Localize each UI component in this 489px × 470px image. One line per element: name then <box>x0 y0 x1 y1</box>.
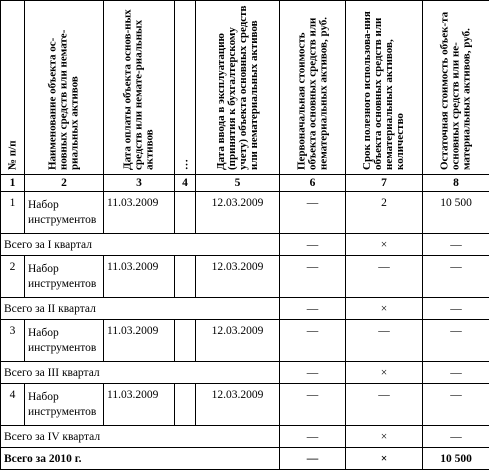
column-number: 1 <box>1 175 25 192</box>
residual-value: — <box>423 256 489 298</box>
residual-value: — <box>423 320 489 362</box>
column-number: 7 <box>346 175 423 192</box>
column-number: 5 <box>196 175 280 192</box>
total-residual: — <box>423 298 489 320</box>
column-number: 8 <box>423 175 489 192</box>
total-residual: — <box>423 362 489 384</box>
payment-date: 11.03.2009 <box>104 320 175 362</box>
quarter-total-row <box>1 234 489 256</box>
header-col-8: Остаточная стоимость объек-та основных средств или не-материальных активов, руб. <box>423 1 489 175</box>
table-row <box>1 320 489 362</box>
total-cost: — <box>280 362 346 384</box>
header-col-2: Наименование объекта ос-новных средств или немате-риальных активов <box>25 1 104 175</box>
col4-cell <box>175 192 196 234</box>
total-residual: — <box>423 234 489 256</box>
header-col-1: № п/п <box>1 1 25 175</box>
column-number: 6 <box>280 175 346 192</box>
residual-value: — <box>423 384 489 426</box>
quarter-total-row <box>1 426 489 448</box>
useful-life: — <box>346 384 423 426</box>
commission-date: 12.03.2009 <box>196 320 280 362</box>
year-total-label: Всего за 2010 г. <box>1 448 280 470</box>
commission-date: 12.03.2009 <box>196 192 280 234</box>
useful-life: 2 <box>346 192 423 234</box>
year-total-term: × <box>346 448 423 470</box>
column-number: 2 <box>25 175 104 192</box>
col4-cell <box>175 384 196 426</box>
column-numbers-row <box>1 175 489 192</box>
year-total-row <box>1 448 489 470</box>
total-cost: — <box>280 426 346 448</box>
row-number: 4 <box>1 384 25 426</box>
total-label: Всего за IV квартал <box>1 426 280 448</box>
header-col-3: Дата оплаты объекта основ-ных средств или немате-риальных активов <box>104 1 175 175</box>
residual-value: 10 500 <box>423 192 489 234</box>
payment-date: 11.03.2009 <box>104 192 175 234</box>
row-number: 2 <box>1 256 25 298</box>
asset-name: Набор инструментов <box>25 256 104 298</box>
total-term: × <box>346 298 423 320</box>
useful-life: — <box>346 256 423 298</box>
col4-cell <box>175 256 196 298</box>
quarter-total-row <box>1 362 489 384</box>
commission-date: 12.03.2009 <box>196 256 280 298</box>
total-term: × <box>346 362 423 384</box>
column-number: 3 <box>104 175 175 192</box>
header-col-6: Первоначальная стоимость объекта основных средств или нематериальных активов, руб. <box>280 1 346 175</box>
total-label: Всего за III квартал <box>1 362 280 384</box>
total-term: × <box>346 426 423 448</box>
asset-name: Набор инструментов <box>25 320 104 362</box>
header-col-4: … <box>175 1 196 175</box>
year-total-cost: — <box>280 448 346 470</box>
table-row <box>1 192 489 234</box>
col4-cell <box>175 320 196 362</box>
table-row <box>1 384 489 426</box>
asset-name: Набор инструментов <box>25 192 104 234</box>
initial-cost: — <box>280 256 346 298</box>
header-row <box>1 1 489 175</box>
row-number: 1 <box>1 192 25 234</box>
useful-life: — <box>346 320 423 362</box>
total-term: × <box>346 234 423 256</box>
initial-cost: — <box>280 192 346 234</box>
total-label: Всего за II квартал <box>1 298 280 320</box>
quarter-total-row <box>1 298 489 320</box>
year-total-residual: 10 500 <box>423 448 489 470</box>
column-number: 4 <box>175 175 196 192</box>
row-number: 3 <box>1 320 25 362</box>
total-cost: — <box>280 298 346 320</box>
total-cost: — <box>280 234 346 256</box>
commission-date: 12.03.2009 <box>196 384 280 426</box>
table-row <box>1 256 489 298</box>
initial-cost: — <box>280 384 346 426</box>
payment-date: 11.03.2009 <box>104 256 175 298</box>
header-col-5: Дата ввода в эксплуатацию (принятия к бухгалтерскому учету) объекта основных средств или нематериальных активов <box>196 1 280 175</box>
asset-name: Набор инструментов <box>25 384 104 426</box>
header-col-7: Срок полезного использова-ния объекта основных средств или нематериальных активов, количество <box>346 1 423 175</box>
payment-date: 11.03.2009 <box>104 384 175 426</box>
total-residual: — <box>423 426 489 448</box>
initial-cost: — <box>280 320 346 362</box>
total-label: Всего за I квартал <box>1 234 280 256</box>
